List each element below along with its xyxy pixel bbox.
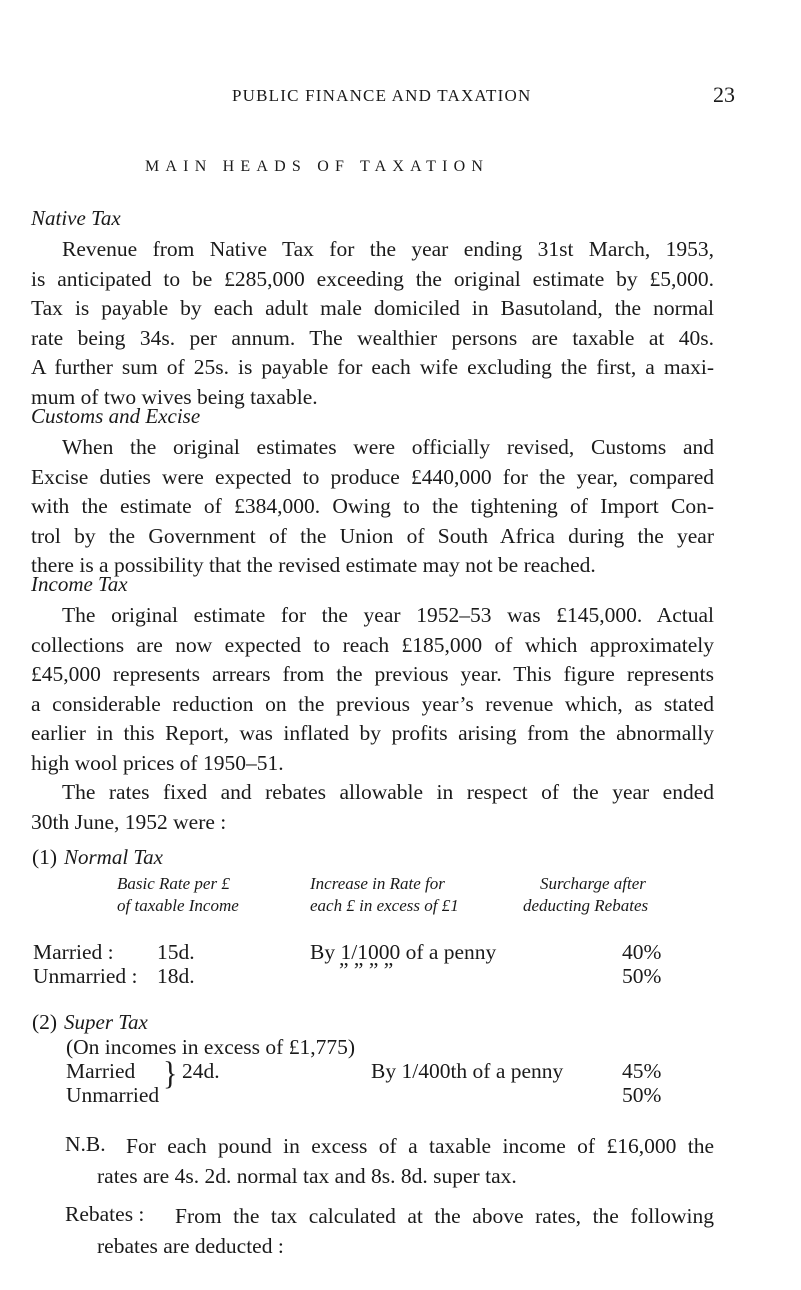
heading-income-tax: Income Tax (31, 572, 128, 596)
text-line: From the tax calculated at the above rates, the following (175, 1204, 714, 1228)
col-header-increase: Increase in Rate for (310, 874, 445, 893)
ditto-marks: ” ” ” ” (339, 958, 394, 982)
grouping-brace: } (163, 1055, 178, 1092)
row-label-married: Married : (33, 940, 114, 964)
col-header-surcharge: Surcharge after (540, 874, 646, 893)
page-number: 23 (713, 82, 735, 107)
increase-married: By 1/1000 of a penny (310, 940, 497, 964)
text-line: is anticipated to be £285,000 exceeding the original estimate by £5,000. (31, 266, 714, 291)
text-line: Revenue from Native Tax for the year ending 31st March, 1953, (62, 237, 714, 261)
super-surcharge-married: 45% (622, 1059, 662, 1083)
running-title: PUBLIC FINANCE AND TAXATION (232, 86, 532, 105)
nb-label: N.B. (65, 1132, 106, 1156)
text-line: earlier in this Report, was inflated by profits arising from the abnormally (31, 721, 714, 745)
text-line: trol by the Government of the Union of South Africa during the year (31, 523, 714, 548)
text-line: A further sum of 25s. is payable for each wife excluding the first, a maxi- (31, 355, 714, 379)
text-line: mum of two wives being taxable. (31, 384, 318, 409)
super-surcharge-unmarried: 50% (622, 1083, 662, 1107)
text-line: rates are 4s. 2d. normal tax and 8s. 8d. super tax. (97, 1163, 517, 1188)
surcharge-unmarried: 50% (622, 964, 662, 988)
paragraph-customs-excise (31, 433, 714, 581)
heading-customs-excise: Customs and Excise (31, 404, 201, 428)
super-tax-condition: (On incomes in excess of £1,775) (66, 1035, 355, 1059)
normal-tax-number: (1) (32, 845, 58, 869)
text-line: collections are now expected to reach £185,000 of which approximately (31, 632, 714, 657)
text-line: high wool prices of 1950–51. (31, 750, 284, 775)
heading-super-tax: Super Tax (64, 1010, 148, 1034)
text-line: a considerable reduction on the previous year’s revenue which, as stated (31, 691, 714, 716)
basic-rate-married: 15d. (157, 940, 195, 964)
row-label-unmarried: Unmarried (66, 1083, 160, 1107)
col-header-basic-rate: Basic Rate per £ (117, 874, 230, 893)
text-line: The rates fixed and rebates allowable in respect of the year ended (62, 780, 714, 804)
text-line: with the estimate of £384,000. Owing to the tightening of Import Con- (31, 494, 714, 518)
basic-rate-unmarried: 18d. (157, 964, 195, 988)
super-tax-number: (2) (32, 1010, 58, 1034)
paragraph-income-tax (31, 601, 714, 837)
text-line: When the original estimates were officially revised, Customs and (62, 435, 714, 459)
heading-native-tax: Native Tax (31, 206, 121, 230)
text-line: rebates are deducted : (97, 1233, 284, 1258)
text-line: For each pound in excess of a taxable income of £16,000 the (126, 1134, 714, 1158)
row-label-unmarried: Unmarried : (33, 964, 138, 988)
rebates-text (97, 1202, 714, 1261)
rebates-label: Rebates : (65, 1202, 145, 1226)
nb-text (97, 1132, 714, 1191)
text-line: 30th June, 1952 were : (31, 809, 227, 834)
text-line: £45,000 represents arrears from the previous year. This figure represents (31, 662, 714, 686)
heading-normal-tax: Normal Tax (64, 845, 164, 869)
col-header-increase: each £ in excess of £1 (310, 896, 459, 915)
row-label-married: Married (66, 1059, 136, 1083)
surcharge-married: 40% (622, 940, 662, 964)
text-line: The original estimate for the year 1952–53 was £145,000. Actual (62, 603, 714, 627)
col-header-basic-rate: of taxable Income (117, 896, 239, 915)
text-line: there is a possibility that the revised estimate may not be reached. (31, 553, 596, 577)
col-header-surcharge: deducting Rebates (523, 896, 649, 915)
paragraph-native-tax (31, 235, 714, 412)
text-line: rate being 34s. per annum. The wealthier persons are taxable at 40s. (31, 325, 714, 350)
super-tax-increase: By 1/400th of a penny (371, 1059, 564, 1083)
section-title: MAIN HEADS OF TAXATION (145, 158, 490, 175)
text-line: Tax is payable by each adult male domiciled in Basutoland, the normal (31, 296, 714, 320)
super-tax-rate: 24d. (182, 1059, 220, 1083)
text-line: Excise duties were expected to produce £440,000 for the year, compared (31, 464, 714, 489)
